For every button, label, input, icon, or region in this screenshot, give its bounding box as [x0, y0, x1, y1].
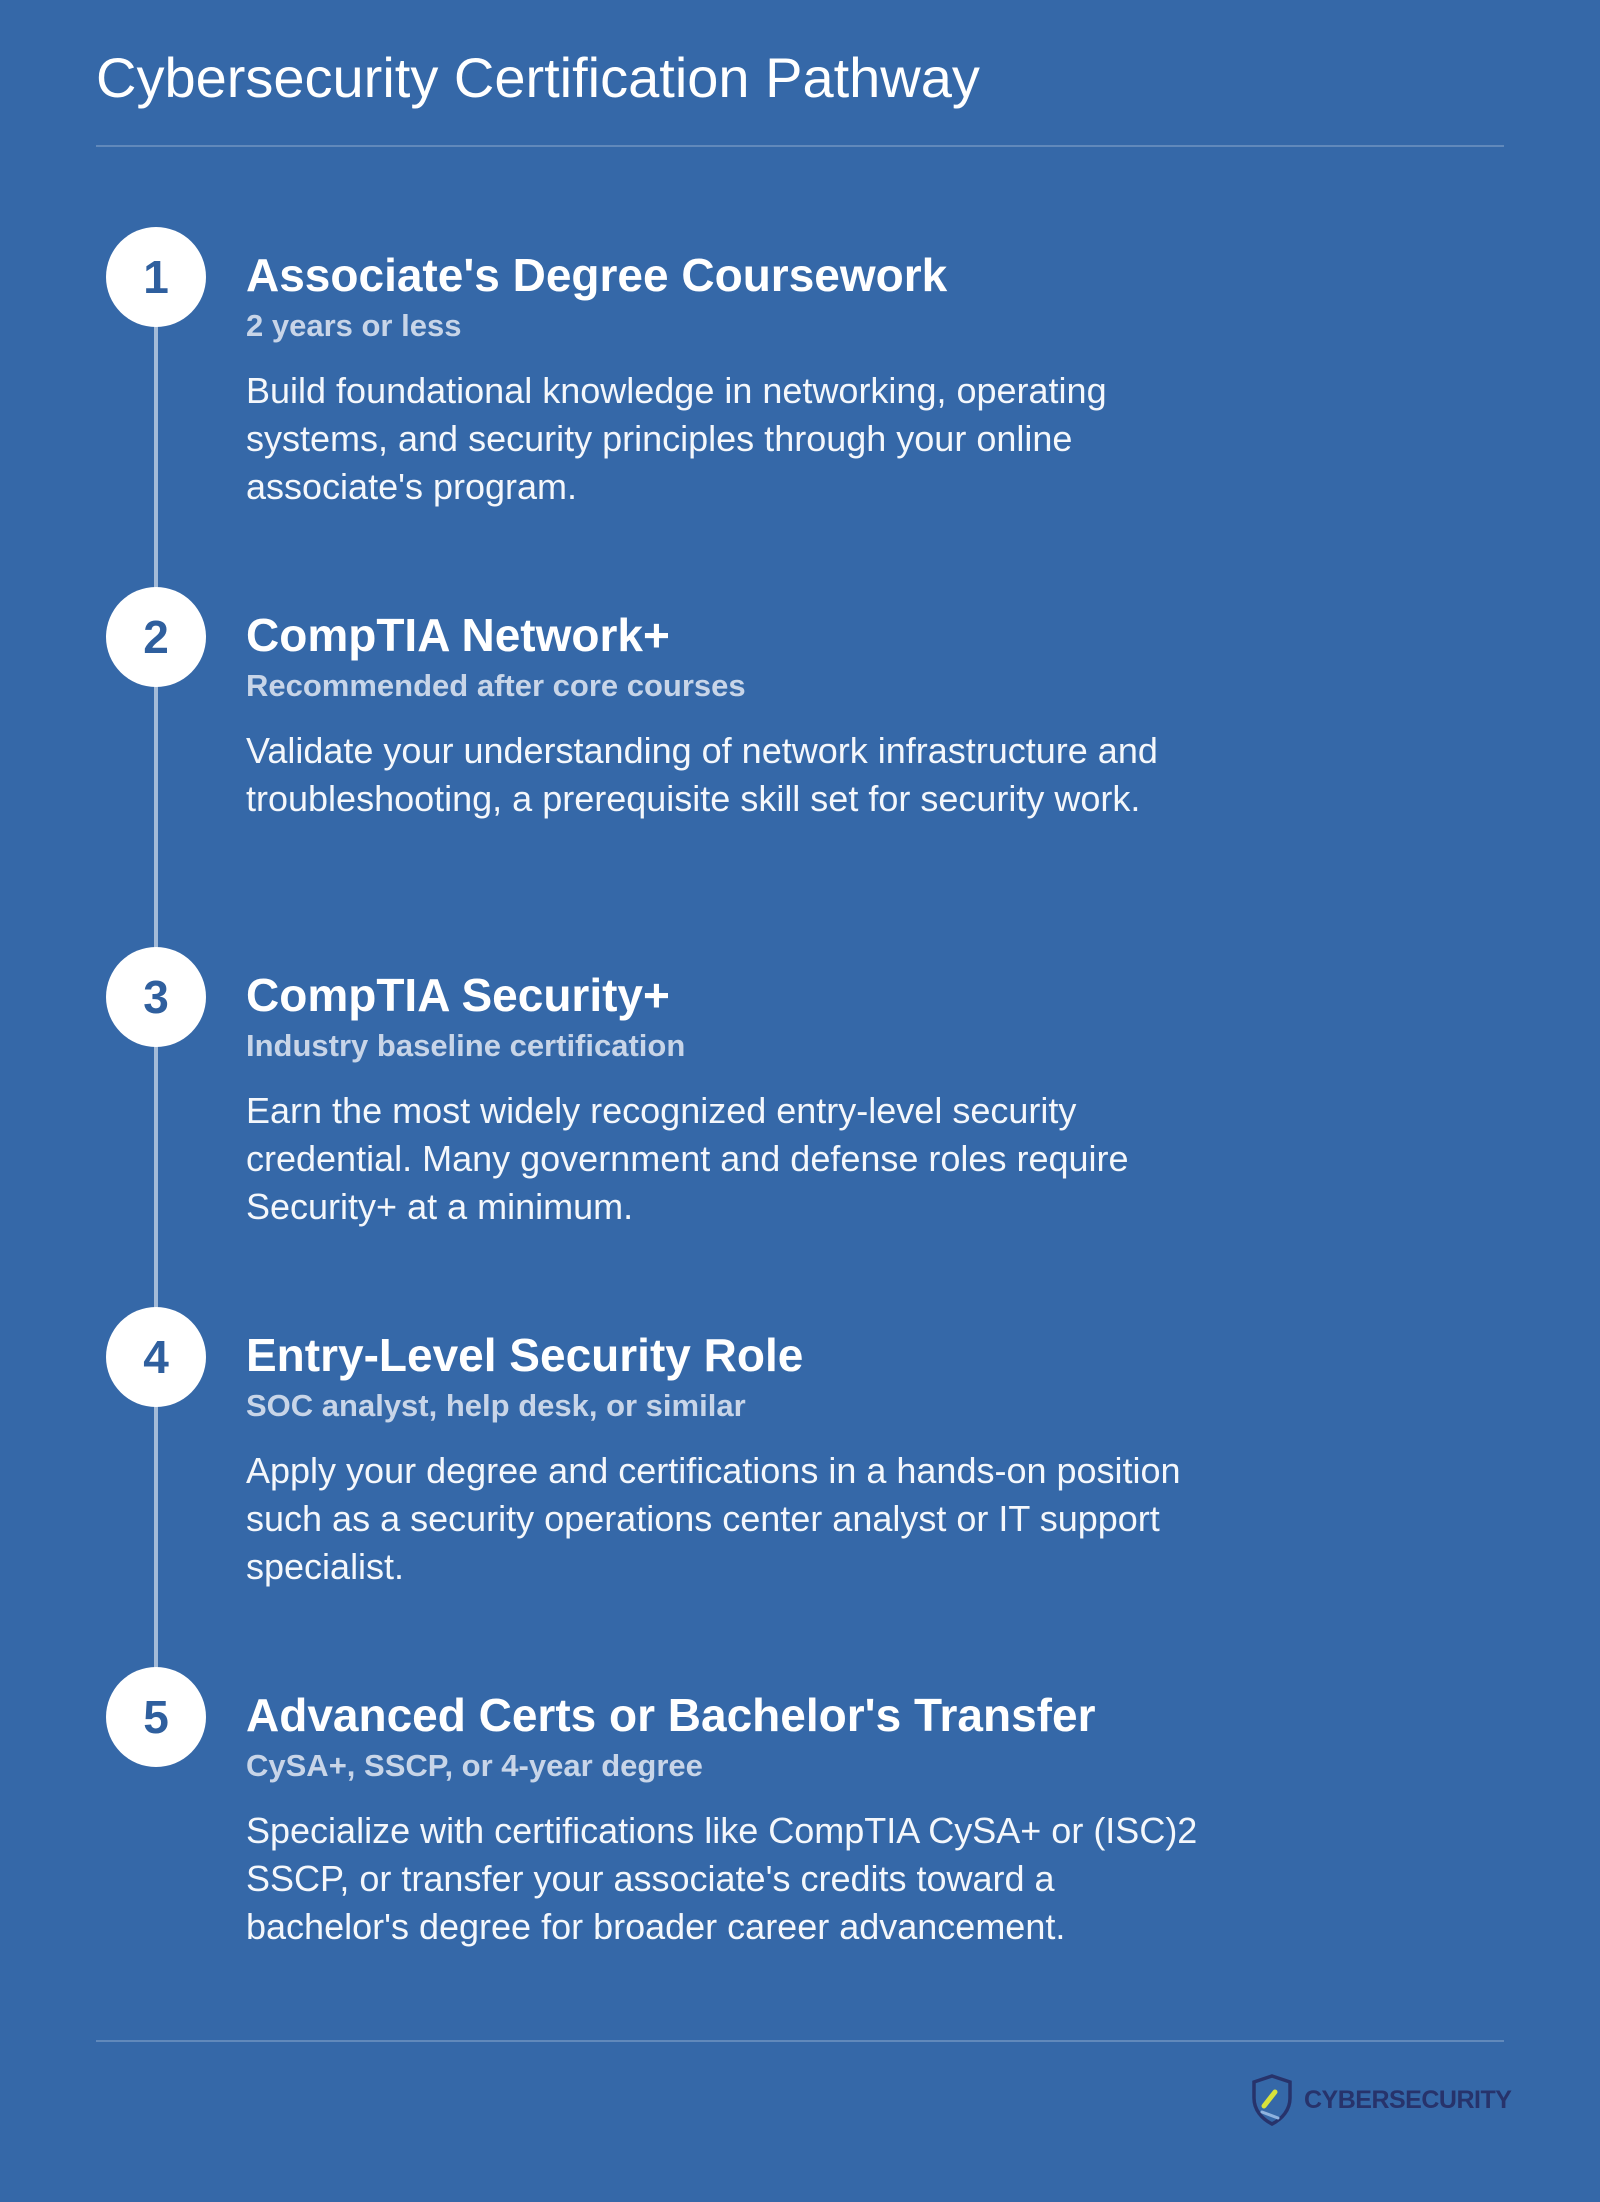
step-description: Validate your understanding of network infrastructure and troubleshooting, a prerequisite skill set for security work. [246, 730, 1158, 819]
page-title: Cybersecurity Certification Pathway [96, 46, 980, 109]
step-title: CompTIA Security+ [246, 969, 670, 1021]
step-item-5 [0, 1667, 1600, 2007]
step-number-badge: 1 [106, 227, 206, 327]
step-number-badge: 3 [106, 947, 206, 1047]
footer-divider [96, 2040, 1504, 2042]
step-title: CompTIA Network+ [246, 609, 670, 661]
step-title: Entry-Level Security Role [246, 1329, 804, 1381]
step-description: Specialize with certifications like CompTIA CySA+ or (ISC)2 SSCP, or transfer your associate's credits toward a bachelor's degree for broader career advancement. [246, 1810, 1198, 1947]
logo-text: CYBERSECURITY [1304, 2085, 1512, 2114]
step-title: Associate's Degree Coursework [246, 249, 948, 301]
step-subtitle: 2 years or less [246, 308, 462, 343]
step-subtitle: Industry baseline certification [246, 1028, 686, 1063]
step-title: Advanced Certs or Bachelor's Transfer [246, 1689, 1096, 1741]
step-item-4 [0, 1307, 1600, 1647]
step-subtitle: Recommended after core courses [246, 668, 746, 703]
step-item-2 [0, 587, 1600, 927]
brand-logo [1248, 2070, 1511, 2130]
step-number-badge: 2 [106, 587, 206, 687]
step-item-3 [0, 947, 1600, 1287]
step-description: Earn the most widely recognized entry-level security credential. Many government and defense roles require Security+ at a minimum. [246, 1090, 1129, 1227]
step-description: Build foundational knowledge in networking, operating systems, and security principles through your online associate's program. [246, 370, 1107, 507]
step-description: Apply your degree and certifications in a hands-on position such as a security operations center analyst or IT support specialist. [246, 1450, 1181, 1587]
header-divider [96, 145, 1504, 147]
step-subtitle: SOC analyst, help desk, or similar [246, 1388, 746, 1423]
step-number-badge: 4 [106, 1307, 206, 1407]
shield-icon [1248, 2072, 1296, 2128]
step-number-badge: 5 [106, 1667, 206, 1767]
step-subtitle: CySA+, SSCP, or 4-year degree [246, 1748, 703, 1783]
step-item-1 [0, 227, 1600, 567]
